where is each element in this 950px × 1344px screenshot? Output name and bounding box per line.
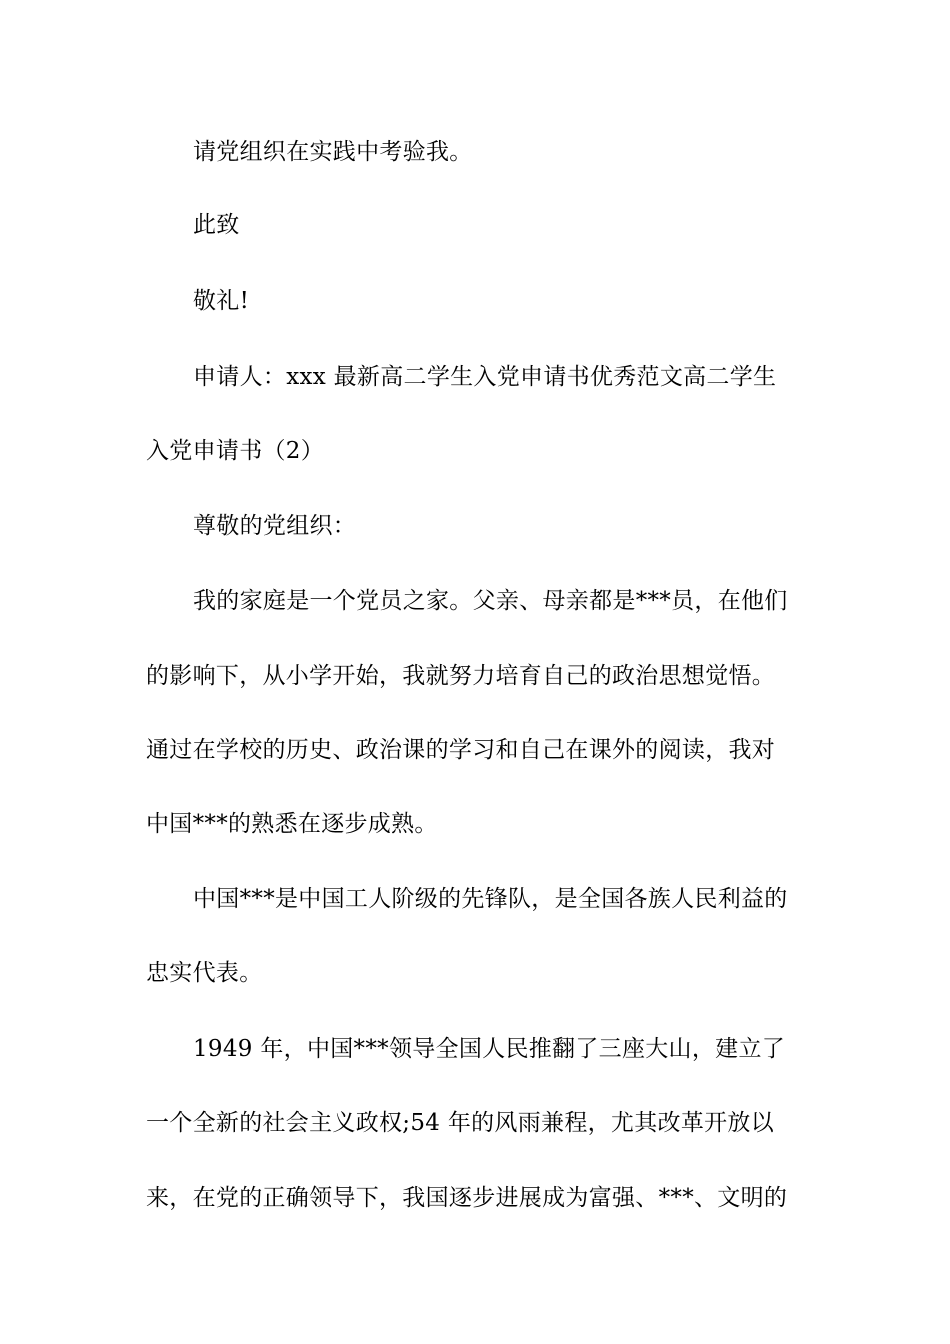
text-line: 尊敬的党组织： — [193, 513, 357, 539]
text-line: 我的家庭是一个党员之家。父亲、母亲都是***员，在他们 — [193, 588, 788, 614]
text-line: 此致 — [193, 212, 240, 238]
text-line: 中国***是中国工人阶级的先锋队，是全国各族人民利益的 — [193, 886, 788, 912]
text-line: 1949 年，中国***领导全国人民推翻了三座大山，建立了 — [193, 1036, 786, 1062]
text-line: 入党申请书（2） — [146, 438, 325, 464]
text-line: 中国***的熟悉在逐步成熟。 — [146, 811, 438, 837]
text-line: 通过在学校的历史、政治课的学习和自己在课外的阅读，我对 — [146, 737, 776, 763]
text-line: 一个全新的社会主义政权;54 年的风雨兼程，尤其改革开放以 — [146, 1110, 775, 1136]
text-line: 的影响下，从小学开始，我就努力培育自己的政治思想觉悟。 — [146, 663, 776, 689]
text-line: 敬礼! — [193, 288, 250, 314]
text-line: 申请人：xxx 最新高二学生入党申请书优秀范文高二学生 — [193, 364, 777, 390]
text-line: 忠实代表。 — [146, 960, 263, 986]
text-line: 来，在党的正确领导下，我国逐步进展成为富强、***、文明的 — [146, 1185, 788, 1211]
text-line: 请党组织在实践中考验我。 — [193, 139, 473, 165]
